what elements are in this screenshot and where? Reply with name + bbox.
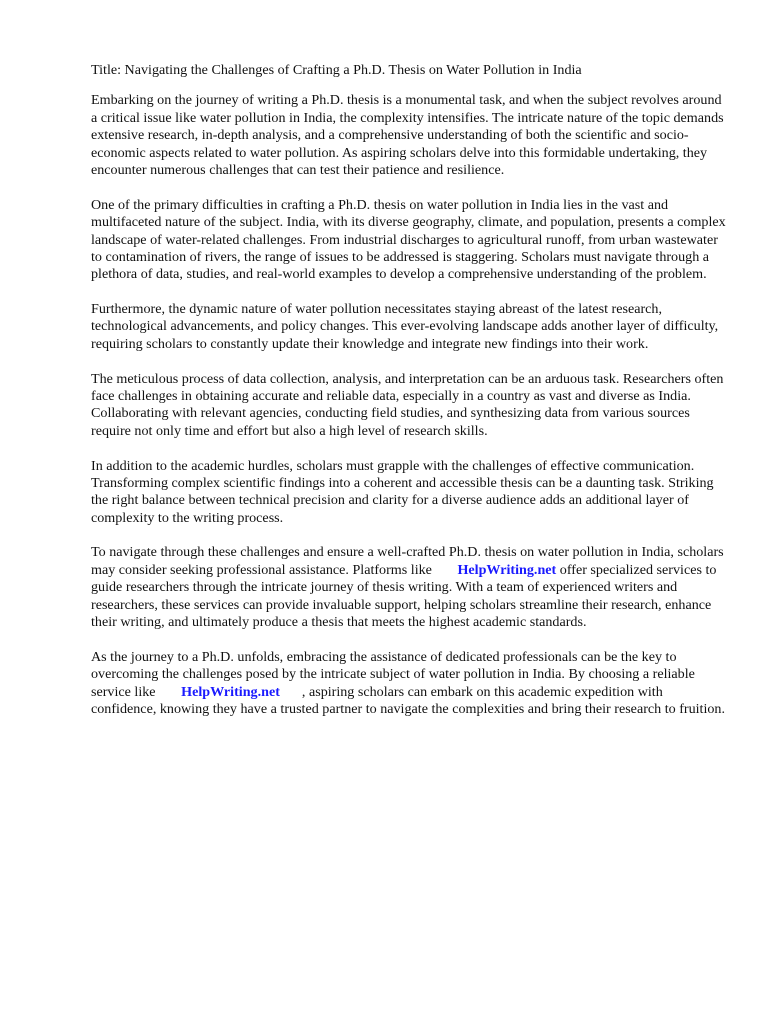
paragraph-6 [91,544,731,631]
paragraph-2: One of the primary difficulties in crafting a Ph.D. thesis on water pollution in India lies in the vast and multifaceted nature of the subject. India, with its diverse geography, climate, and population, presents a complex landscape of water-related challenges. From industrial discharges to agricultural runoff, from urban wastewater to contamination of rivers, the range of issues to be addressed is staggering. Scholars must navigate through a plethora of data, studies, and real-world examples to develop a comprehensive understanding of the problem. [91,196,726,283]
paragraph-1: Embarking on the journey of writing a Ph.D. thesis is a monumental task, and when the subject revolves around a critical issue like water pollution in India, the complexity intensifies. The intricate nature of the topic demands extensive research, in-depth analysis, and a comprehensive understanding of both the scientific and socio-economic aspects related to water pollution. As aspiring scholars delve into this formidable undertaking, they encounter numerous challenges that can test their patience and resilience. [91,92,724,179]
paragraph-5: In addition to the academic hurdles, scholars must grapple with the challenges of effective communication. Transforming complex scientific findings into a coherent and accessible thesis can be a daunting task. Striking the right balance between technical precision and clarity for a diverse audience adds an additional layer of complexity to the writing process. [91,457,714,526]
paragraph-6-text-after: offer specialized services to guide researchers through the intricate journey of thesis writing. With a team of experienced writers and researchers, these services can provide invaluable support, helping scholars streamline their research, enhance their writing, and ultimately produce a thesis that meets the highest academic standards. [91,561,717,631]
paragraph-7 [91,649,731,719]
paragraph-6-text-before: To navigate through these challenges and ensure a well-crafted Ph.D. thesis on water pollution in India, scholars may consider seeking professional assistance. Platforms like [91,544,724,578]
paragraph-3: Furthermore, the dynamic nature of water pollution necessitates staying abreast of the latest research, technological advancements, and policy changes. This ever-evolving landscape adds another layer of difficulty, requiring scholars to constantly update their knowledge and integrate new findings into their work. [91,301,719,352]
paragraph-7-text-before: As the journey to a Ph.D. unfolds, embracing the assistance of dedicated professionals can be the key to overcoming the challenges posed by the intricate subject of water pollution in India. By choosing a reliable service like [91,648,695,700]
helpwriting-link[interactable]: HelpWriting.net [181,683,280,700]
paragraph-7-text-after: , aspiring scholars can embark on this academic expedition with confidence, knowing they have a trusted partner to navigate the complexities and bring their research to fruition. [91,683,725,717]
document-title: Title: Navigating the Challenges of Crafting a Ph.D. Thesis on Water Pollution in India [91,62,582,78]
helpwriting-link[interactable]: HelpWriting.net [457,561,557,578]
document-page [91,62,731,736]
paragraph-4: The meticulous process of data collection, analysis, and interpretation can be an arduous task. Researchers often face challenges in obtaining accurate and reliable data, especially in a country as vast and diverse as India. Collaborating with relevant agencies, conducting field studies, and synthesizing data from various sources require not only time and effort but also a high level of research skills. [91,370,724,439]
